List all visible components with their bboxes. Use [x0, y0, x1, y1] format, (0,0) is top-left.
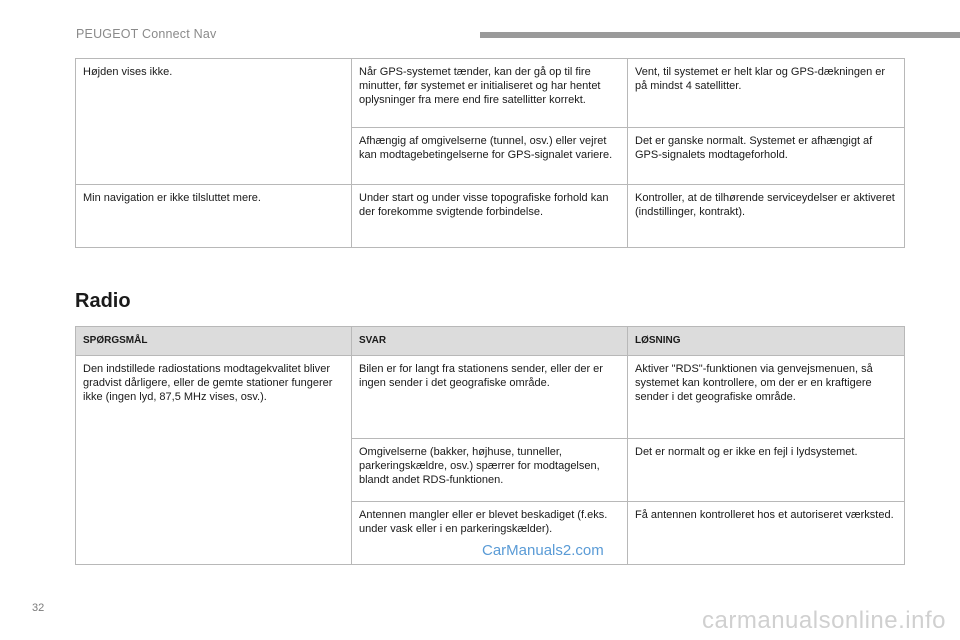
solution-cell: Det er ganske normalt. Systemet er afhængigt af GPS-signalets modtageforhold. — [628, 128, 905, 185]
answer-cell: Antennen mangler eller er blevet beskadiget (f.eks. under vask eller i en parkeringskælder). — [352, 502, 628, 565]
answer-cell: Afhængig af omgivelserne (tunnel, osv.) eller vejret kan modtagebetingelserne for GPS-signalet variere. — [352, 128, 628, 185]
solution-cell: Vent, til systemet er helt klar og GPS-dækningen er på mindst 4 satellitter. — [628, 59, 905, 128]
answer-cell: Når GPS-systemet tænder, kan der gå op til fire minutter, før systemet er initialiseret og har hentet oplysninger fra mere end fire satellitter korrekt. — [352, 59, 628, 128]
solution-cell: Det er normalt og er ikke en fejl i lydsystemet. — [628, 439, 905, 502]
answer-cell: Bilen er for langt fra stationens sender, eller der er ingen sender i det geografiske område. — [352, 356, 628, 439]
column-header-solution: LØSNING — [628, 327, 905, 356]
table-row — [76, 356, 905, 439]
question-cell: Højden vises ikke. — [76, 59, 352, 185]
section-title: Radio — [75, 290, 131, 312]
question-cell: Min navigation er ikke tilsluttet mere. — [76, 185, 352, 248]
solution-cell: Aktiver "RDS"-funktionen via genvejsmenuen, så systemet kan kontrollere, om der er en kraftigere sender i det geografiske område. — [628, 356, 905, 439]
answer-cell: Omgivelserne (bakker, højhuse, tunneller, parkeringskældre, osv.) spærrer for modtagelsen, blandt andet RDS-funktionen. — [352, 439, 628, 502]
header-bar — [480, 32, 960, 38]
table-row — [76, 59, 905, 128]
column-header-answer: SVAR — [352, 327, 628, 356]
solution-cell: Få antennen kontrolleret hos et autoriseret værksted. — [628, 502, 905, 565]
answer-cell: Under start og under visse topografiske forhold kan der forekomme svigtende forbindelse. — [352, 185, 628, 248]
page-header-title: PEUGEOT Connect Nav — [76, 27, 217, 41]
table-header-row — [76, 327, 905, 356]
column-header-question: SPØRGSMÅL — [76, 327, 352, 356]
watermark: CarManuals2.com — [482, 542, 604, 559]
page-number: 32 — [32, 602, 45, 614]
gps-troubleshooting-table — [75, 58, 905, 248]
radio-troubleshooting-table — [75, 326, 905, 565]
footer-url: carmanualsonline.info — [702, 607, 946, 634]
question-cell: Den indstillede radiostations modtagekvalitet bliver gradvist dårligere, eller de gemte stationer fungerer ikke (ingen lyd, 87,5 MHz vises, osv.). — [76, 356, 352, 565]
table-row — [76, 185, 905, 248]
solution-cell: Kontroller, at de tilhørende serviceydelser er aktiveret (indstillinger, kontrakt). — [628, 185, 905, 248]
